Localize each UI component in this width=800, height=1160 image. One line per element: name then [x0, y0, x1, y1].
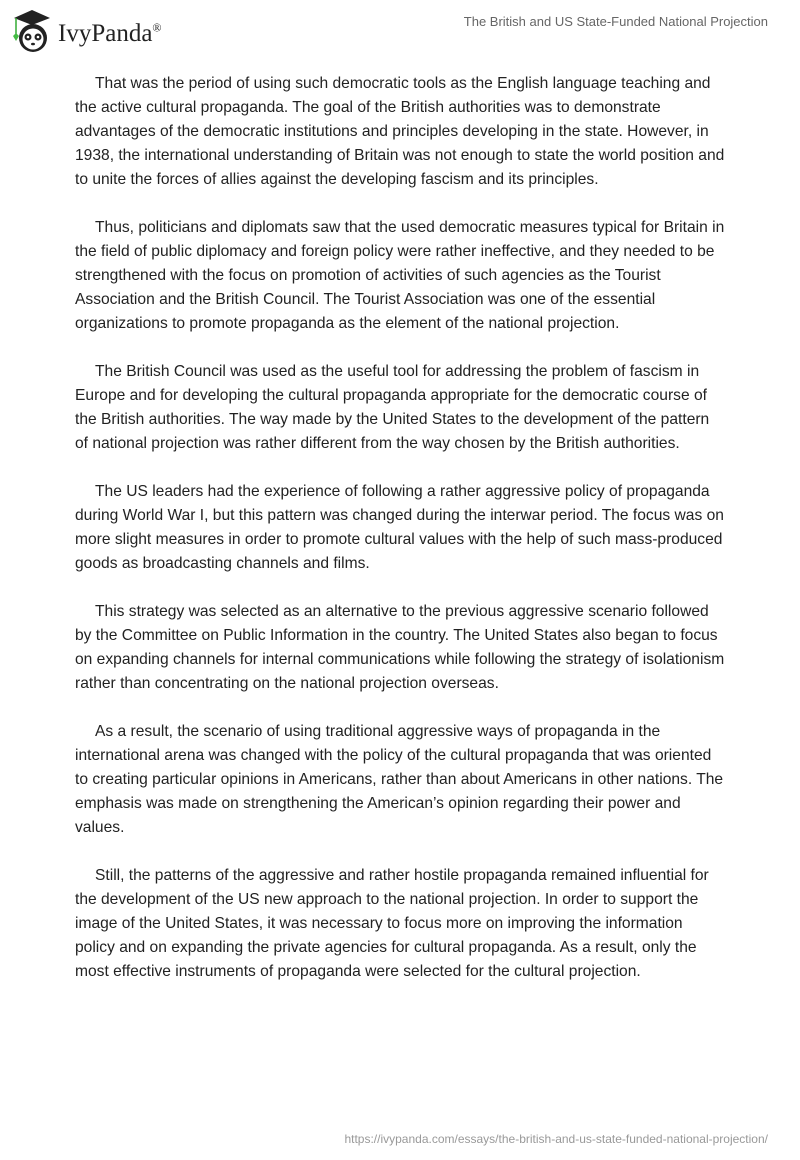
- paragraph: Thus, politicians and diplomats saw that the used democratic measures typical for Britain in the field of public diplomacy and foreign policy were rather ineffective, and they needed to be strengthened with the focus on promotion of activities of such agencies as the Tourist Association and the British Council. The Tourist Association was one of the essential organizations to promote propaganda as the element of the national projection.: [75, 219, 725, 332]
- paragraph: As a result, the scenario of using traditional aggressive ways of propaganda in the international arena was changed with the policy of the cultural propaganda that was oriented to creating particular opinions in Americans, rather than about Americans in other nations. The emphasis was made on strengthening the American’s opinion regarding their power and values.: [75, 723, 724, 836]
- paragraph: That was the period of using such democratic tools as the English language teaching and the active cultural propaganda. The goal of the British authorities was to demonstrate advantages of the democratic institutions and principles developing in the state. However, in 1938, the international understanding of Britain was not enough to state the world position and to unite the forces of allies against the developing fascism and its principles.: [75, 75, 725, 188]
- document-title: The British and US State-Funded National Projection: [463, 14, 768, 29]
- logo[interactable]: [12, 8, 162, 54]
- paragraph: The US leaders had the experience of following a rather aggressive policy of propaganda during World War I, but this pattern was changed during the interwar period. The focus was on more slight measures in order to promote cultural values with the help of such mass-produced goods as broadcasting channels and films.: [75, 483, 724, 572]
- logo-text: IvyPanda®: [58, 20, 162, 47]
- source-url: https://ivypanda.com/essays/the-british-and-us-state-funded-national-projection/: [344, 1132, 768, 1146]
- paragraph: Still, the patterns of the aggressive and rather hostile propaganda remained influential for the development of the US new approach to the national projection. In order to support the image of the United States, it was necessary to focus more on improving the information policy and on expanding the private agencies for cultural propaganda. As a result, only the most effective instruments of propaganda were selected for the cultural projection.: [75, 867, 709, 980]
- panda-graduate-icon: [12, 8, 52, 54]
- paragraph: The British Council was used as the useful tool for addressing the problem of fascism in Europe and for developing the cultural propaganda appropriate for the democratic course of the British authorities. The way made by the United States to the development of the pattern of national projection was rather different from the way chosen by the British authorities.: [75, 363, 710, 452]
- paragraph: This strategy was selected as an alternative to the previous aggressive scenario followed by the Committee on Public Information in the country. The United States also began to focus on expanding channels for internal communications while following the strategy of isolationism rather than concentrating on the national projection overseas.: [75, 603, 725, 692]
- essay-body: [75, 72, 725, 1008]
